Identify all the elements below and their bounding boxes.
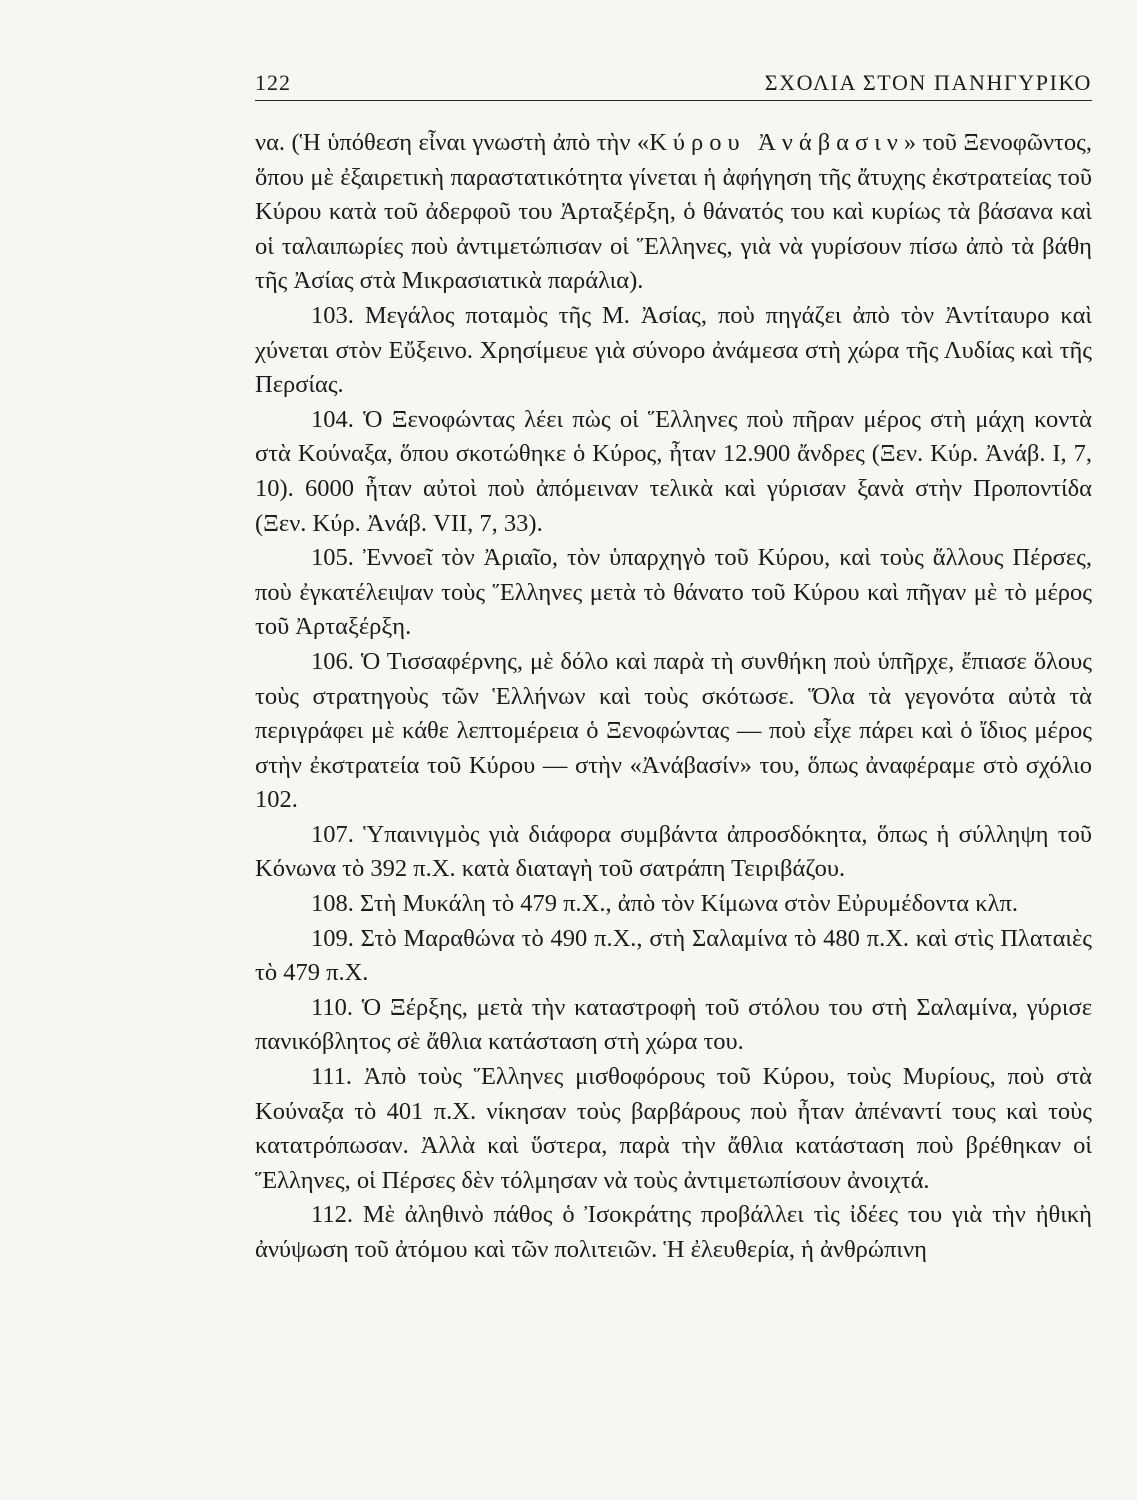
continuation-after: » τοῦ Ξενοφῶντος, ὅπου μὲ ἐξαιρετικὴ παραστατικότητα γίνεται ἡ ἀφήγηση τῆς ἄτυχης ἐκστρατείας τοῦ Κύρου κατὰ τοῦ ἀδερφοῦ του Ἀρταξέρξη, ὁ θάνατός του καὶ κυρίως τὰ βάσανα καὶ οἱ ταλαιπωρίες ποὺ ἀντιμετώπισαν οἱ Ἕλληνες, γιὰ νὰ γυρίσουν πίσω ἀπὸ τὰ βάθη τῆς Ἀσίας στὰ Μικρασιατικὰ παράλια). — [255, 129, 1092, 295]
body-text — [255, 126, 1092, 1268]
note-105: 105. Ἐννοεῖ τὸν Ἀριαῖο, τὸν ὑπαρχηγὸ τοῦ Κύρου, καὶ τοὺς ἄλλους Πέρσες, ποὺ ἐγκατέλειψαν τοὺς Ἕλληνες μετὰ τὸ θάνατο τοῦ Κύρου καὶ πῆγαν μὲ τὸ μέρος τοῦ Ἀρταξέρξη. — [255, 544, 1092, 641]
note-103: 103. Μεγάλος ποταμὸς τῆς Μ. Ἀσίας, ποὺ πηγάζει ἀπὸ τὸν Ἀντίταυρο καὶ χύνεται στὸν Εὔξεινο. Χρησίμευε γιὰ σύνορο ἀνάμεσα στὴ χώρα τῆς Λυδίας καὶ τῆς Περσίας. — [255, 301, 1092, 399]
header-rule — [255, 100, 1092, 101]
note-107: 107. Ὑπαινιγμὸς γιὰ διάφορα συμβάντα ἀπροσδόκητα, ὅπως ἡ σύλληψη τοῦ Κόνωνα τὸ 392 π.Χ. κατὰ διαταγὴ τοῦ σατράπη Τειριβάζου. — [255, 820, 1092, 883]
continuation-before: να. (Ἡ ὑπόθεση εἶναι γνωστὴ ἀπὸ τὴν « — [255, 129, 650, 156]
note-111: 111. Ἀπὸ τοὺς Ἕλληνες μισθοφόρους τοῦ Κύρου, τοὺς Μυρίους, ποὺ στὰ Κούναξα τὸ 401 π.Χ. νίκησαν τοὺς βαρβάρους ποὺ ἦταν ἀπέναντί τους καὶ τοὺς κατατρόπωσαν. Ἀλλὰ καὶ ὕστερα, παρὰ τὴν ἄθλια κατάσταση ποὺ βρέθηκαν οἱ Ἕλληνες, οἱ Πέρσες δὲν τόλμησαν νὰ τοὺς ἀντιμετωπίσουν ἀνοιχτά. — [255, 1063, 1092, 1194]
note-104: 104. Ὁ Ξενοφώντας λέει πὼς οἱ Ἕλληνες ποὺ πῆραν μέρος στὴ μάχη κοντὰ στὰ Κούναξα, ὅπου σκοτώθηκε ὁ Κύρος, ἦταν 12.900 ἄνδρες (Ξεν. Κύρ. Ἀνάβ. I, 7, 10). 6000 ἦταν αὐτοὶ ποὺ ἀπόμειναν τελικὰ καὶ γύρισαν ξανὰ στὴν Προποντίδα (Ξεν. Κύρ. Ἀνάβ. VII, 7, 33). — [255, 405, 1092, 537]
note-102-continuation — [255, 126, 1092, 299]
note-109: 109. Στὸ Μαραθώνα τὸ 490 π.Χ., στὴ Σαλαμίνα τὸ 480 π.Χ. καὶ στὶς Πλαταιὲς τὸ 479 π.Χ. — [255, 924, 1092, 987]
note-106: 106. Ὁ Τισσαφέρνης, μὲ δόλο καὶ παρὰ τὴ συνθήκη ποὺ ὑπῆρχε, ἔπιασε ὅλους τοὺς στρατηγοὺς τῶν Ἑλλήνων καὶ τοὺς σκότωσε. Ὅλα τὰ γεγονότα αὐτὰ τὰ περιγράφει μὲ κάθε λεπτομέρεια ὁ Ξενοφώντας — ποὺ εἶχε πάρει καὶ ὁ ἴδιος μέρος στὴν ἐκστρατεία τοῦ Κύρου — στὴν «Ἀνάβασίν» του, ὅπως ἀναφέραμε στὸ σχόλιο 102. — [255, 647, 1092, 814]
note-108: 108. Στὴ Μυκάλη τὸ 479 π.Χ., ἀπὸ τὸν Κίμωνα στὸν Εὐρυμέδοντα κλπ. — [311, 890, 1018, 918]
work-title: Κύρου Ἀνάβασιν — [649, 129, 904, 156]
page-number: 122 — [255, 70, 291, 95]
running-title: ΣΧΟΛΙΑ ΣΤΟΝ ΠΑΝΗΓΥΡΙΚΟ — [764, 70, 1092, 95]
note-112: 112. Μὲ ἀληθινὸ πάθος ὁ Ἰσοκράτης προβάλλει τὶς ἰδέες του γιὰ τὴν ἠθικὴ ἀνύψωση τοῦ ἀτόμου καὶ τῶν πολιτειῶν. Ἡ ἐλευθερία, ἡ ἀνθρώπινη — [255, 1201, 1092, 1263]
note-110: 110. Ὁ Ξέρξης, μετὰ τὴν καταστροφὴ τοῦ στόλου του στὴ Σαλαμίνα, γύρισε πανικόβλητος σὲ ἄθλια κατάσταση στὴ χώρα του. — [255, 993, 1092, 1056]
running-head — [255, 66, 1092, 100]
